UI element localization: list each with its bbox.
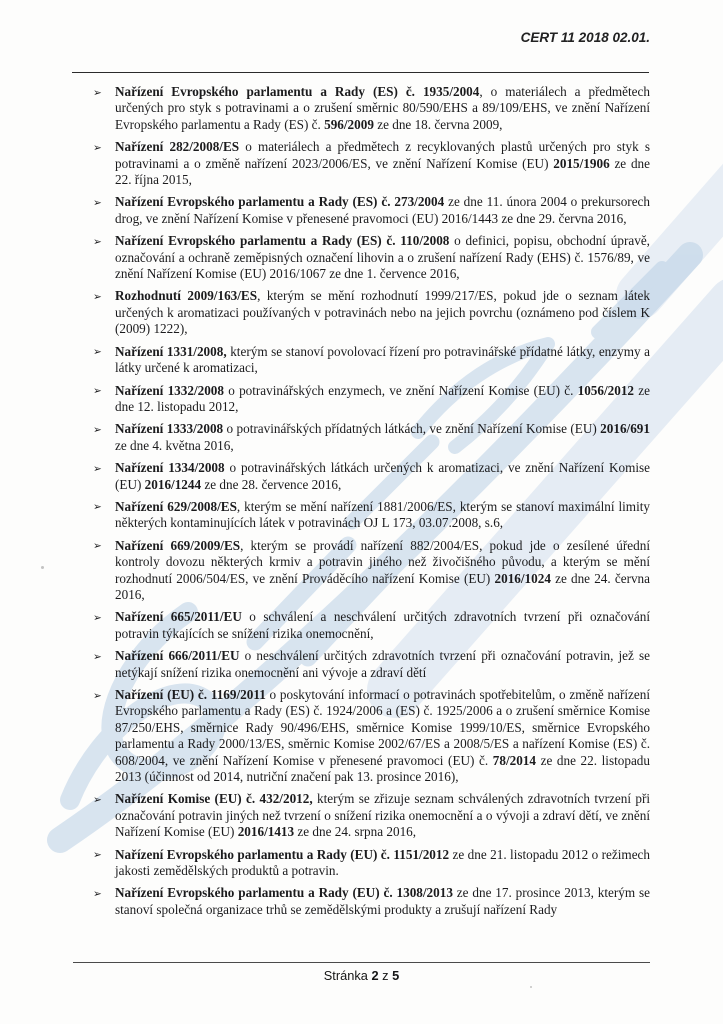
regulation-text: Nařízení 1332/2008 o potravinářských enzymech, ve znění Nařízení Komise (EU) č. 1056/2012 ze dne 12. listopadu 2012,: [115, 382, 650, 414]
regulation-text: Nařízení 1331/2008, kterým se stanoví povolovací řízení pro potravinářské přídatné látky, enzymy a látky určené k aromatizaci,: [115, 343, 650, 376]
regulation-text: Nařízení Evropského parlamentu a Rady (ES) č. 273/2004 ze dne 11. února 2004 o prekursorech drog, ve znění Nařízení Komise v přenesené pravomoci (EU) 2016/1443 ze dne 29. června 2016,: [115, 194, 650, 226]
regulation-item: [93, 648, 650, 681]
regulation-text: Nařízení Evropského parlamentu a Rady (EU) č. 1151/2012 ze dne 21. listopadu 2012 o režimech jakosti zemědělských produktů a potravin.: [115, 846, 650, 879]
regulation-item: [93, 499, 650, 532]
regulation-item: [93, 460, 650, 493]
regulation-item: [93, 791, 650, 840]
arrow-bullet-icon: ➢: [93, 650, 102, 663]
regulation-item: [93, 84, 650, 133]
regulation-text: Nařízení 666/2011/EU o neschválení určitých zdravotních tvrzení při označování potravin, jež se netýkají snížení rizika onemocnění ani vývoje a zdraví dětí: [115, 648, 650, 680]
regulation-item: [93, 194, 650, 227]
page-number: [73, 968, 650, 983]
regulation-text: Nařízení 665/2011/EU o schválení a neschválení určitých zdravotních tvrzení při označování potravin týkajících se snížení rizika onemocnění,: [115, 609, 650, 641]
arrow-bullet-icon: ➢: [93, 611, 102, 624]
regulation-text: Nařízení 282/2008/ES o materiálech a předmětech z recyklovaných plastů určených pro styk s potravinami a o změně nařízení 2023/2006/ES, ve znění Nařízení Komise (EU) 2015/1906 ze dne 22. října 2015,: [115, 139, 650, 188]
arrow-bullet-icon: ➢: [93, 86, 102, 99]
regulation-item: [93, 847, 650, 880]
regulation-text: Nařízení (EU) č. 1169/2011 o poskytování informací o potravinách spotřebitelům, o změně nařízení Evropského parlamentu a Rady (ES) č. 1924/2006 a (ES) č. 1925/2006 a o zrušení směrnice Komise 87/250/EHS, směrnice Rady 90/496/EHS, směrnice Komise 1999/10/ES, směrnice Evropského parlamentu a Rady 2000/13/ES, směrnic Komise 2002/67/ES a 2008/5/ES a nařízení Komise (ES) č. 608/2004, ve znění Nařízení Komise v přenesené pravomoci (EU) č. 78/2014 ze dne 22. listopadu 2013 (účinnost od 2014, nutriční značení pak 13. prosince 2016),: [115, 687, 650, 785]
page-number-separator: z: [382, 968, 389, 983]
regulation-text: Nařízení Evropského parlamentu a Rady (EU) č. 1308/2013 ze dne 17. prosince 2013, kterým se stanoví společná organizace trhů se zemědělskými produkty a zrušují nařízení Rady: [115, 885, 650, 917]
regulation-item: [93, 421, 650, 454]
regulation-list: [93, 84, 650, 924]
scan-artifact-dot: [41, 566, 44, 569]
regulation-item: [93, 139, 650, 188]
arrow-bullet-icon: ➢: [93, 290, 102, 303]
arrow-bullet-icon: ➢: [93, 462, 102, 475]
arrow-bullet-icon: ➢: [93, 793, 102, 806]
regulation-item: [93, 288, 650, 337]
regulation-text: Nařízení 629/2008/ES, kterým se mění nařízení 1881/2006/ES, kterým se stanoví maximální limity některých kontaminujících látek v potravinách OJ L 173, 03.07.2008, s.6,: [115, 498, 650, 531]
page-number-total: 5: [392, 968, 400, 983]
arrow-bullet-icon: ➢: [93, 385, 102, 397]
arrow-bullet-icon: ➢: [93, 141, 102, 154]
page-number-current: 2: [371, 968, 379, 983]
arrow-bullet-icon: ➢: [93, 887, 102, 900]
arrow-bullet-icon: ➢: [93, 423, 102, 436]
regulation-text: Nařízení 669/2009/ES, kterým se provádí nařízení 882/2004/ES, pokud jde o zesílené úřední kontroly dovozu některých krmiv a potravin jiného než živočišného původu, a kterým se mění rozhodnutí 2006/504/ES, ve znění Prováděcího nařízení Komise (EU) 2016/1024 ze dne 24. června 2016,: [115, 537, 650, 602]
arrow-bullet-icon: ➢: [93, 235, 102, 248]
regulation-item: [93, 538, 650, 604]
regulation-item: [93, 344, 650, 377]
regulation-text: Nařízení Komise (EU) č. 432/2012, kterým se zřizuje seznam schválených zdravotních tvrzení při označování potravin jiných než tvrzení o snížení rizika onemocnění a o vývoji a zdraví dětí, ve znění Nařízení Komise (EU) 2016/1413 ze dne 24. srpna 2016,: [115, 791, 650, 840]
regulation-item: [93, 609, 650, 642]
regulation-text: Nařízení 1334/2008 o potravinářských látkách určených k aromatizaci, ve znění Nařízení Komise (EU) 2016/1244 ze dne 28. července 2016,: [115, 460, 650, 492]
regulation-text: Nařízení 1333/2008 o potravinářských přídatných látkách, ve znění Nařízení Komise (EU) 2016/691 ze dne 4. května 2016,: [115, 421, 650, 453]
regulation-item: [93, 383, 650, 416]
arrow-bullet-icon: ➢: [93, 540, 102, 553]
arrow-bullet-icon: ➢: [93, 501, 102, 514]
regulation-text: Rozhodnutí 2009/163/ES, kterým se mění rozhodnutí 1999/217/ES, pokud jde o seznam látek určených k aromatizaci používaných v potravinách nebo na jejich povrchu (oznámeno pod číslem K (2009) 1222),: [115, 288, 651, 337]
arrow-bullet-icon: ➢: [93, 689, 102, 702]
regulation-text: Nařízení Evropského parlamentu a Rady (ES) č. 1935/2004, o materiálech a předmětech určených pro styk s potravinami a o zrušení směrnic 80/590/EHS a 89/109/EHS, ve znění Nařízení Evropského parlamentu a Rady (ES) č. 596/2009 ze dne 18. června 2009,: [115, 84, 650, 132]
scan-artifact-dot: [530, 986, 532, 988]
regulation-item: [93, 687, 650, 785]
document-code: CERT 11 2018 02.01.: [520, 30, 650, 45]
regulation-text: Nařízení Evropského parlamentu a Rady (ES) č. 110/2008 o definici, popisu, obchodní úpravě, označování a ochraně zeměpisných označení lihovin a o zrušení nařízení Rady (EHS) č. 1576/89, ve znění Nařízení Komise (EU) 2016/1067 ze dne 1. července 2016,: [115, 233, 650, 282]
footer-rule: [73, 962, 650, 963]
page-number-prefix: Stránka: [323, 968, 368, 983]
arrow-bullet-icon: ➢: [93, 346, 102, 359]
page-header: [521, 30, 650, 45]
regulation-item: [93, 233, 650, 282]
regulation-item: [93, 885, 650, 918]
arrow-bullet-icon: ➢: [93, 196, 102, 209]
header-rule: [72, 72, 649, 73]
arrow-bullet-icon: ➢: [93, 849, 102, 862]
watermark-pale-band: [640, 175, 723, 295]
